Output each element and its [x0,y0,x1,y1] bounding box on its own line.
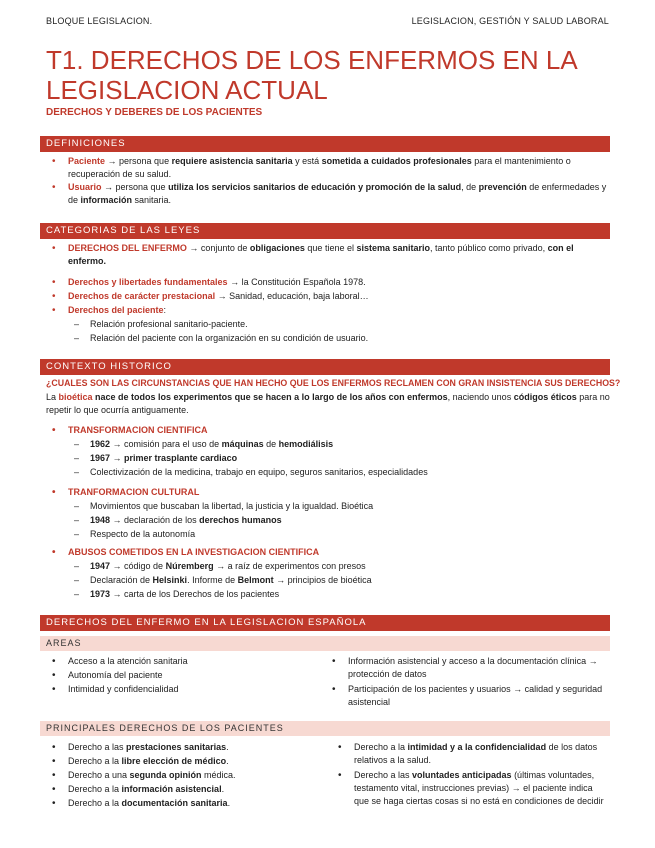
list-item: • Derecho a las voluntades anticipadas (últimas voluntades, testamento vital, instrucciones previas) → el paciente indica que se haga ciertas cosas si no está en condiciones de decidir [354,769,610,808]
list-item: – 1973 → carta de los Derechos de los pacientes [90,588,590,601]
page-subtitle: DERECHOS Y DEBERES DE LOS PACIENTES [46,107,263,118]
categoria-derechos-enfermo: • DERECHOS DEL ENFERMO → conjunto de obligaciones que tiene el sistema sanitario, tanto público como privado, con el enfermo. [68,242,588,268]
list-item: • Intimidad y confidencialidad [68,683,318,696]
list-item: • Información asistencial y acceso a la documentación clínica → protección de datos [348,655,610,681]
section-definiciones: DEFINICIONES [40,136,610,152]
list-item: – Relación del paciente con la organización en su condición de usuario. [90,332,590,345]
contexto-intro: La bioética nace de todos los experimentos que se hacen a lo largo de los años con enfermos, naciendo unos códigos éticos para no repetir lo que ocurría antiguamente. [46,392,610,415]
list-item: • Derecho a las prestaciones sanitarias. [68,741,318,754]
section-categorias: CATEGORIAS DE LAS LEYES [40,223,610,239]
list-item: • Acceso a la atención sanitaria [68,655,318,668]
list-item: – Respecto de la autonomía [90,528,590,541]
list-item: • Derecho a la intimidad y a la confidencialidad de los datos relativos a la salud. [354,741,610,767]
section-legislacion-espanola: DERECHOS DEL ENFERMO EN LA LEGISLACION ESPAÑOLA [40,615,610,631]
list-item: – Movimientos que buscaban la libertad, la justicia y la igualdad. Bioética [90,500,590,513]
list-item: – 1948 → declaración de los derechos humanos [90,514,590,527]
page-title: T1. DERECHOS DE LOS ENFERMOS EN LA LEGISLACION ACTUAL [46,45,577,105]
list-item: – Relación profesional sanitario-paciente. [90,318,590,331]
list-item: – 1962 → comisión para el uso de máquinas de hemodiálisis [90,438,590,451]
list-item: – 1947 → código de Núremberg → a raíz de experimentos con presos [90,560,590,573]
cultural-title: • TRANFORMACION CULTURAL [68,486,588,499]
categoria-paciente: • Derechos del paciente: [68,304,588,317]
list-item: – 1967 → primer trasplante cardiaco [90,452,590,465]
header-left: BLOQUE LEGISLACION. [46,16,153,26]
list-item: • Autonomía del paciente [68,669,318,682]
header-right: LEGISLACION, GESTIÓN Y SALUD LABORAL [411,16,609,26]
list-item: • Derecho a la documentación sanitaria. [68,797,318,810]
cientifica-title: • TRANSFORMACION CIENTIFICA [68,424,588,437]
definition-paciente: • Paciente → persona que requiere asistencia sanitaria y está sometida a cuidados profesionales para el mantenimiento o recuperación de su salud. [68,155,588,181]
subsection-principales: PRINCIPALES DERECHOS DE LOS PACIENTES [40,721,610,736]
categoria-prestacional: • Derechos de carácter prestacional → Sanidad, educación, baja laboral… [68,290,588,303]
contexto-question: ¿CUALES SON LAS CIRCUNSTANCIAS QUE HAN HECHO QUE LOS ENFERMOS RECLAMEN CON GRAN INSISTENCIA SUS DERECHOS? [46,378,621,388]
list-item: • Derecho a la libre elección de médico. [68,755,318,768]
categoria-fundamentales: • Derechos y libertades fundamentales → la Constitución Española 1978. [68,276,588,289]
list-item: • Derecho a la información asistencial. [68,783,318,796]
list-item: • Participación de los pacientes y usuarios → calidad y seguridad asistencial [348,683,610,709]
definition-usuario: • Usuario → persona que utiliza los servicios sanitarios de educación y promoción de la salud, de prevención de enfermedades y de información sanitaria. [68,181,613,207]
abusos-title: • ABUSOS COMETIDOS EN LA INVESTIGACION CIENTIFICA [68,546,588,559]
section-contexto: CONTEXTO HISTORICO [40,359,610,375]
list-item: – Colectivización de la medicina, trabajo en equipo, seguros sanitarios, especialidades [90,466,590,479]
list-item: • Derecho a una segunda opinión médica. [68,769,318,782]
subsection-areas: AREAS [40,636,610,651]
list-item: – Declaración de Helsinki. Informe de Belmont → principios de bioética [90,574,590,587]
